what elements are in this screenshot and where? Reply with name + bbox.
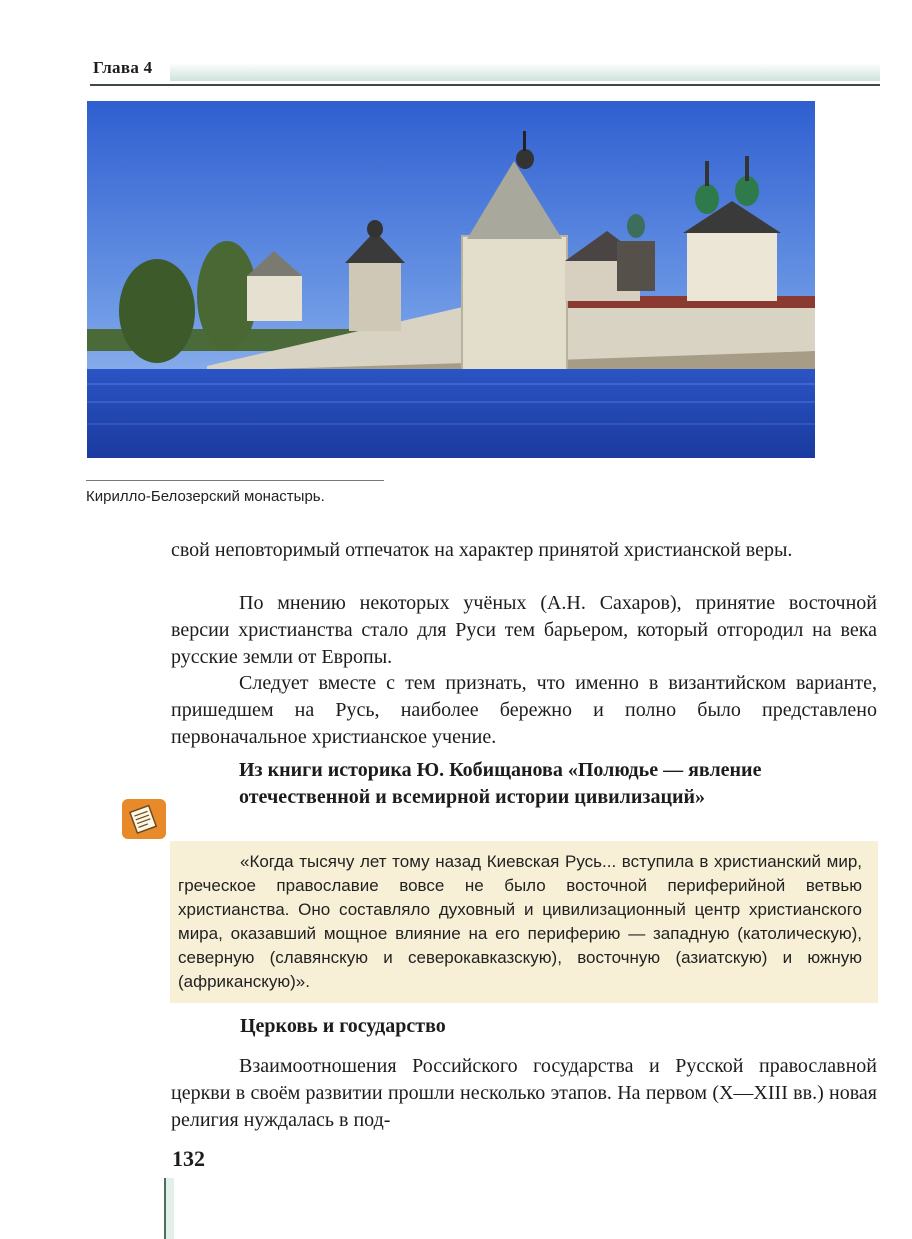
paragraph-continuation: свой неповторимый отпечаток на характер принятой христианской веры. — [171, 539, 793, 561]
chapter-header: Глава 4 — [93, 58, 153, 77]
margin-line — [164, 1178, 166, 1239]
document-source-icon — [122, 799, 166, 839]
section-heading: Церковь и государство — [240, 1015, 446, 1037]
caption-rule — [86, 480, 384, 481]
paragraph-byzantine: Следует вместе с тем признать, что именно в византийском варианте, пришедшем на Русь, наиболее бережно и полно было представлено первоначальное христианское учение. — [171, 672, 877, 748]
monastery-photo — [87, 101, 815, 458]
header-rule — [90, 84, 880, 86]
page-number: 132 — [172, 1146, 205, 1171]
source-quote: «Когда тысячу лет тому назад Киевская Русь... вступила в христианский мир, греческое православие вовсе не было восточной периферийной ветвью христианства. Оно составляло духовный и цивилизационный центр христианского мира, оказавший мощное влияние на его периферию — западную (католическую), северную (славянскую и северокавказскую), восточную (азиатскую) и южную (африканскую)». — [178, 852, 862, 991]
paragraph-church-state: Взаимоотношения Российского государства и Русской православной церкви в своём развитии прошли несколько этапов. На первом (X—XIII вв.) новая религия нуждалась в под- — [171, 1055, 877, 1131]
margin-band — [166, 1178, 174, 1239]
paragraph-sakharov: По мнению некоторых учёных (А.Н. Сахаров), принятие восточной версии христианства стало для Руси тем барьером, который отгородил на века русские земли от Европы. — [171, 592, 877, 668]
header-band — [170, 63, 880, 81]
source-heading: Из книги историка Ю. Кобищанова «Полюдье — явление отечественной и всемирной истории цивилизаций» — [239, 759, 762, 808]
figure-caption: Кирилло-Белозерский монастырь. — [86, 488, 325, 505]
